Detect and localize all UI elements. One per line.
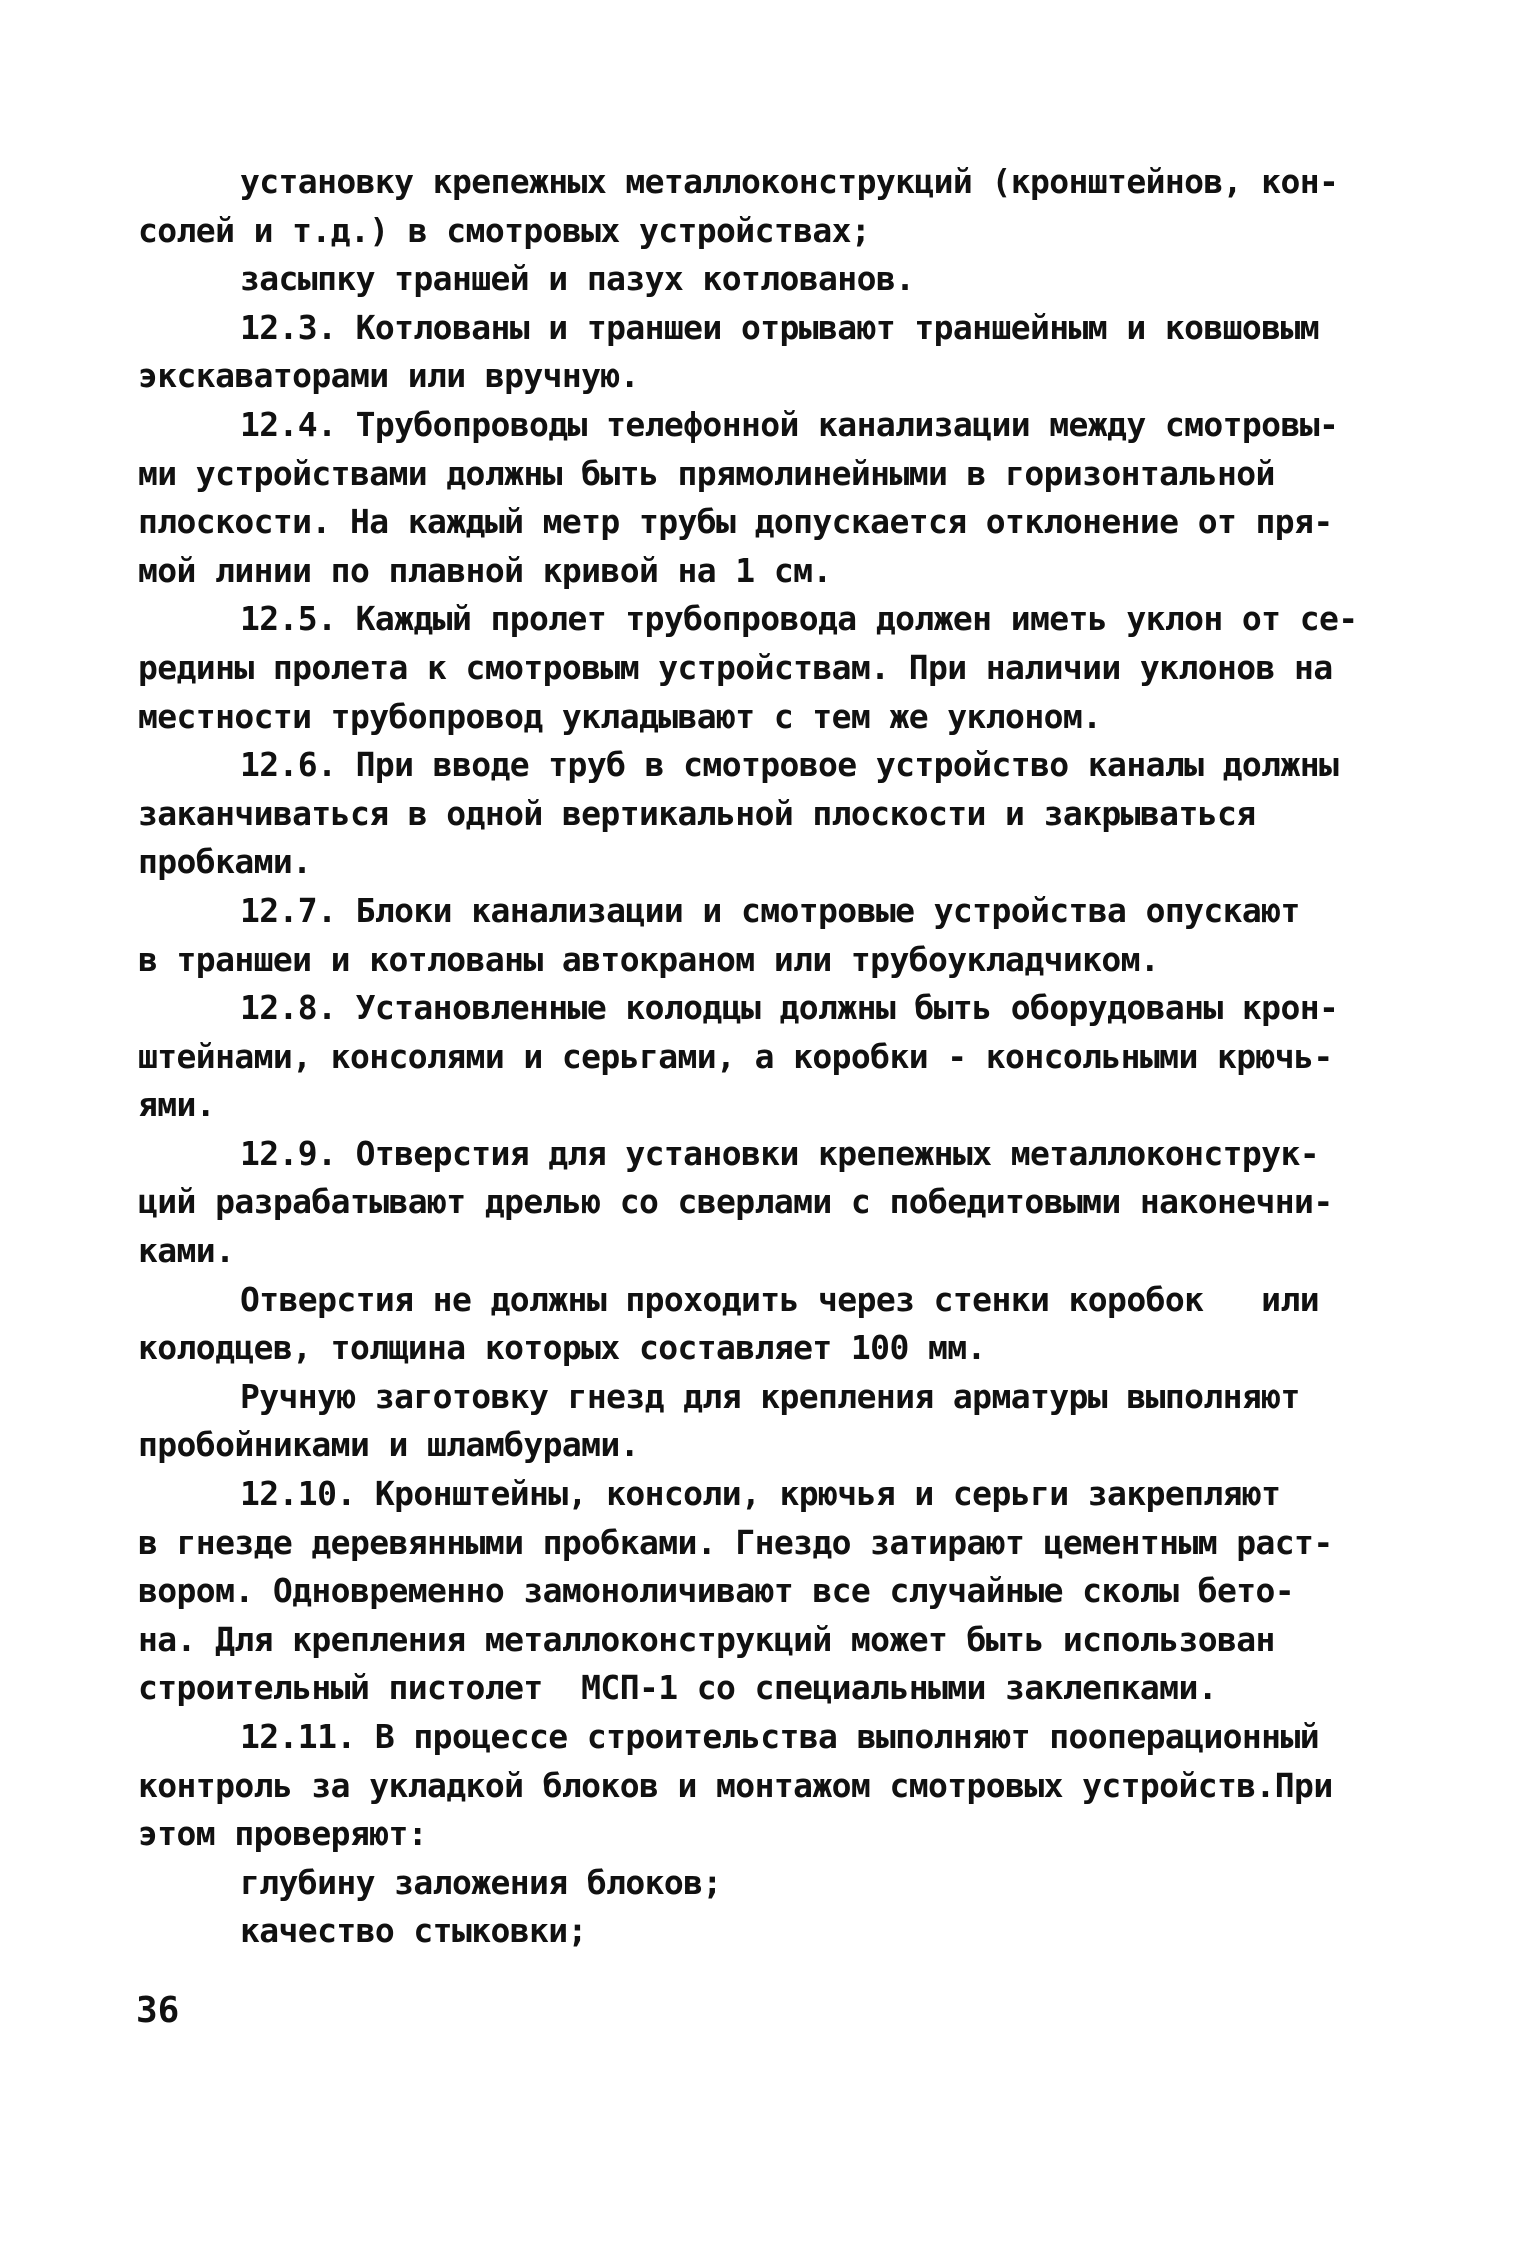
text-line: колодцев, толщина которых составляет 100 мм. <box>138 1328 986 1368</box>
text-line: 12.7. Блоки канализации и смотровые устройства опускают <box>240 890 1300 930</box>
text-line: Отверстия не должны проходить через стенки коробок или <box>240 1279 1319 1319</box>
text-line: плоскости. На каждый метр трубы допускается отклонение от пря- <box>138 502 1333 542</box>
text-line: 12.5. Каждый пролет трубопровода должен иметь уклон от се- <box>240 599 1358 639</box>
text-line: на. Для крепления металлоконструкций может быть использован <box>138 1619 1275 1659</box>
text-line: 12.8. Установленные колодцы должны быть оборудованы крон- <box>240 988 1339 1028</box>
text-line: 12.6. При вводе труб в смотровое устройство каналы должны <box>240 745 1339 785</box>
text-line: засыпку траншей и пазух котлованов. <box>240 259 915 299</box>
text-line: в гнезде деревянными пробками. Гнездо затирают цементным раст- <box>138 1522 1333 1562</box>
text-line: ками. <box>138 1231 235 1271</box>
text-line: пробойниками и шламбурами. <box>138 1425 639 1465</box>
text-line: 12.9. Отверстия для установки крепежных металлоконструк- <box>240 1133 1319 1173</box>
text-line: ций разрабатывают дрелью со сверлами с победитовыми наконечни- <box>138 1182 1333 1222</box>
text-line: качество стыковки; <box>240 1911 587 1951</box>
text-line: в траншеи и котлованы автокраном или трубоукладчиком. <box>138 939 1160 979</box>
text-line: 12.4. Трубопроводы телефонной канализации между смотровы- <box>240 404 1339 444</box>
text-line: штейнами, консолями и серьгами, а коробки - консольными крючь- <box>138 1036 1333 1076</box>
text-line: пробками. <box>138 842 312 882</box>
text-line: этом проверяют: <box>138 1814 428 1854</box>
text-line: установку крепежных металлоконструкций (кронштейнов, кон- <box>240 162 1339 201</box>
body-text <box>138 158 1408 1956</box>
text-line: мой линии по плавной кривой на 1 см. <box>138 550 832 590</box>
text-line: строительный пистолет МСП-1 со специальными заклепками. <box>138 1668 1217 1708</box>
text-line: ми устройствами должны быть прямолинейными в горизонтальной <box>138 453 1275 493</box>
text-line: Ручную заготовку гнезд для крепления арматуры выполняют <box>240 1376 1300 1416</box>
page-number: 36 <box>136 1990 180 2031</box>
text-line: местности трубопровод укладывают с тем же уклоном. <box>138 696 1102 736</box>
text-line: глубину заложения блоков; <box>240 1862 722 1902</box>
text-line: 12.11. В процессе строительства выполняют пооперационный <box>240 1717 1319 1756</box>
text-line: контроль за укладкой блоков и монтажом смотровых устройств.При <box>138 1765 1333 1805</box>
text-line: 12.3. Котлованы и траншеи отрывают траншейным и ковшовым <box>240 307 1319 347</box>
text-line: редины пролета к смотровым устройствам. При наличии уклонов на <box>138 647 1333 687</box>
text-line: 12.10. Кронштейны, консоли, крючья и серьги закрепляют <box>240 1474 1281 1514</box>
text-line: экскаваторами или вручную. <box>138 356 639 396</box>
text-line: солей и т.д.) в смотровых устройствах; <box>138 210 871 250</box>
text-line: вором. Одновременно замоноличивают все случайные сколы бето- <box>138 1571 1295 1611</box>
text-line: заканчиваться в одной вертикальной плоскости и закрываться <box>138 793 1256 833</box>
text-line: ями. <box>138 1085 216 1125</box>
